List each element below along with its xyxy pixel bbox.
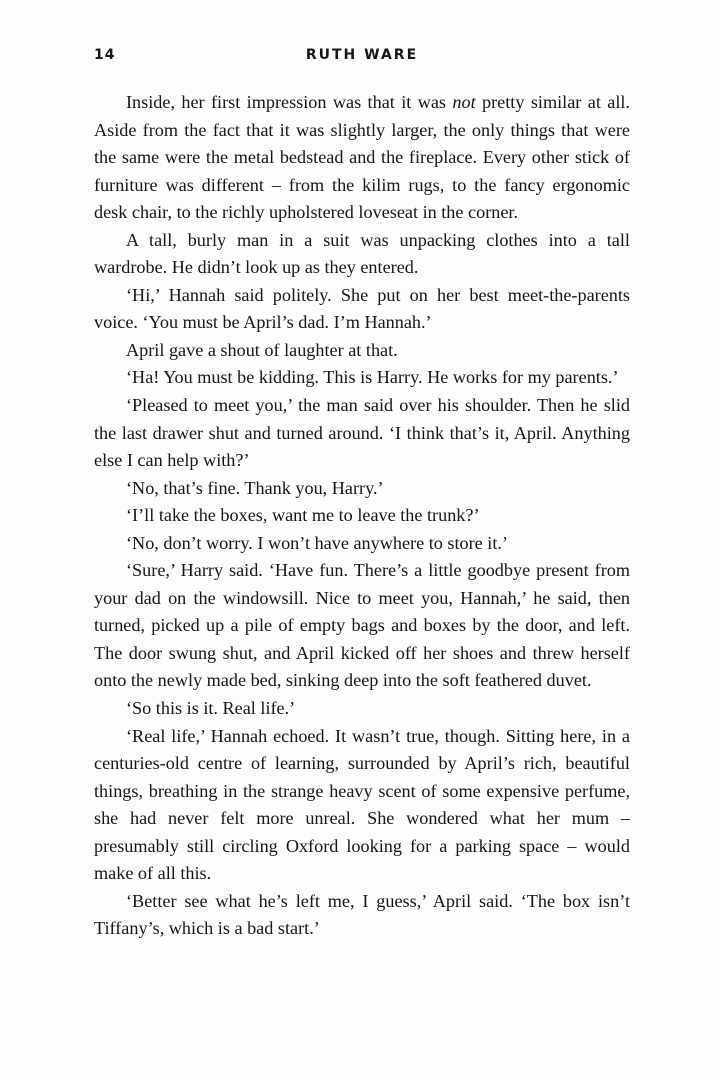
running-head-author: RUTH WARE (305, 47, 419, 63)
paragraph: ‘No, that’s fine. Thank you, Harry.’ (126, 477, 384, 498)
paragraph: ‘Real life,’ Hannah echoed. It wasn’t true, though. Sitting here, in a centuries-old centre of learning, surrounded by April’s rich, beautiful things, breathing in the strange heavy scent of some expensive perfume, she had never felt more unreal. She wondered what her mum – presumably still circling Oxford looking for a parking space – would make of all this. (94, 725, 630, 884)
paragraph: ‘Ha! You must be kidding. This is Harry. He works for my parents.’ (126, 367, 619, 388)
page-header (94, 47, 630, 67)
paragraph: ‘Hi,’ Hannah said politely. She put on her best meet-the-parents voice. ‘You must be April’s dad. I’m Hannah.’ (94, 284, 630, 333)
paragraph-text: Inside, her first impression was that it was (126, 92, 453, 112)
paragraph: ‘Sure,’ Harry said. ‘Have fun. There’s a little goodbye present from your dad on the windowsill. Nice to meet you, Hannah,’ he said, then turned, picked up a pile of empty bags and boxes by the door, and left. The door swung shut, and April kicked off her shoes and threw herself onto the newly made bed, sinking deep into the soft feathered duvet. (94, 560, 630, 691)
emphasized-word: not (452, 92, 476, 112)
page-number: 14 (94, 47, 116, 63)
paragraph: ‘No, don’t worry. I won’t have anywhere to store it.’ (126, 532, 509, 553)
paragraph: A tall, burly man in a suit was unpacking clothes into a tall wardrobe. He didn’t look up as they entered. (94, 229, 630, 278)
paragraph-text: pretty similar at all. Aside from the fact that it was slightly larger, the only things that were the same were the metal bedstead and the fireplace. Every other stick of furniture was different – from the kilim rugs, to the fancy ergonomic desk chair, to the richly upholstered loveseat in the corner. (94, 92, 630, 223)
paragraph: ‘Pleased to meet you,’ the man said over his shoulder. Then he slid the last drawer shut and turned around. ‘I think that’s it, April. Anything else I can help with?’ (94, 395, 630, 471)
paragraph: ‘So this is it. Real life.’ (126, 698, 296, 719)
body-text (94, 89, 630, 943)
paragraph: ‘Better see what he’s left me, I guess,’ April said. ‘The box isn’t Tiffany’s, which is a bad start.’ (94, 890, 630, 939)
paragraph: April gave a shout of laughter at that. (126, 339, 398, 360)
paragraph (94, 89, 630, 227)
paragraph: ‘I’ll take the boxes, want me to leave the trunk?’ (126, 505, 480, 526)
